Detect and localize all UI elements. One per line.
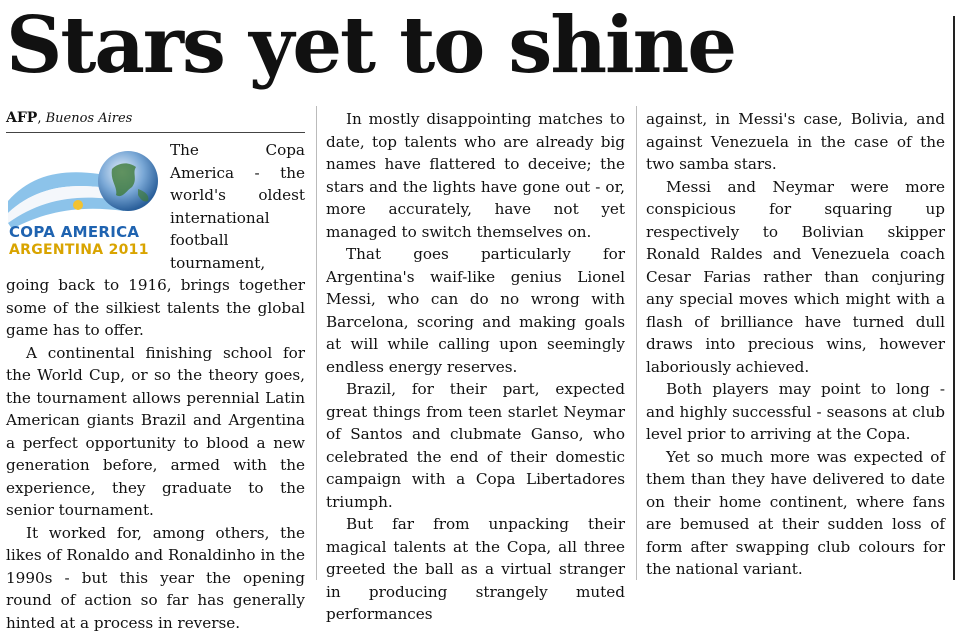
- byline: [6, 108, 305, 133]
- paragraph: In mostly disappointing matches to date, top talents who are already big names have flattered to deceive; the stars and the lights have gone out - or, more accurately, have not yet managed to switch themselves on.: [326, 108, 625, 243]
- column-divider: [316, 106, 317, 580]
- paragraph: A continental finishing school for the World Cup, or so the theory goes, the tournament allows perennial Latin American giants Brazil and Argentina a perfect opportunity to blood a new generation before, armed with the experience, they graduate to the senior tournament.: [6, 342, 305, 522]
- paragraph: The Copa America - the world's oldest international football tournament, going back to 1916, brings together some of the silkiest talents the global game has to offer.: [6, 139, 305, 342]
- paragraph: Brazil, for their part, expected great things from teen starlet Neymar of Santos and clubmate Ganso, who celebrated the end of their domestic campaign with a Copa Libertadores triumph.: [326, 378, 625, 513]
- copa-america-logo: [6, 139, 164, 265]
- byline-place: Buenos Aires: [46, 111, 133, 126]
- paragraph: But far from unpacking their magical talents at the Copa, all three greeted the ball as a virtual stranger in producing strangely muted performances: [326, 513, 625, 626]
- column-divider: [636, 106, 637, 580]
- globe-flag-icon: [6, 139, 164, 229]
- article-column-2: [326, 108, 625, 586]
- paragraph: It worked for, among others, the likes of Ronaldo and Ronaldinho in the 1990s - but this year the opening round of action so far has generally hinted at a process in reverse.: [6, 522, 305, 634]
- paragraph: Both players may point to long - and highly successful - seasons at club level prior to arriving at the Copa.: [646, 378, 945, 446]
- logo-text-argentina-2011: ARGENTINA 2011: [9, 239, 149, 262]
- headline: Stars yet to shine: [6, 0, 735, 100]
- paragraph: That goes particularly for Argentina's waif-like genius Lionel Messi, who can do no wrong with Barcelona, scoring and making goals at will while calling upon seemingly endless energy reserves.: [326, 243, 625, 378]
- article-column-3: [646, 108, 945, 586]
- page-edge-rule: [953, 16, 955, 580]
- byline-agency: AFP: [6, 110, 37, 126]
- paragraph: Yet so much more was expected of them than they have delivered to date on their home continent, where fans are bemused at their sudden loss of form after swapping club colours for the national variant.: [646, 446, 945, 581]
- byline-separator: ,: [37, 111, 45, 126]
- paragraph: against, in Messi's case, Bolivia, and against Venezuela in the case of the two samba stars.: [646, 108, 945, 176]
- article-column-1: [6, 108, 305, 586]
- paragraph: Messi and Neymar were more conspicious for squaring up respectively to Bolivian skipper Ronald Raldes and Venezuela coach Cesar Farias rather than conjuring any special moves which might with a flash of brilliance have turned dull draws into precious wins, however laboriously achieved.: [646, 176, 945, 379]
- logo-text-copa-america: COPA AMERICA: [9, 221, 139, 244]
